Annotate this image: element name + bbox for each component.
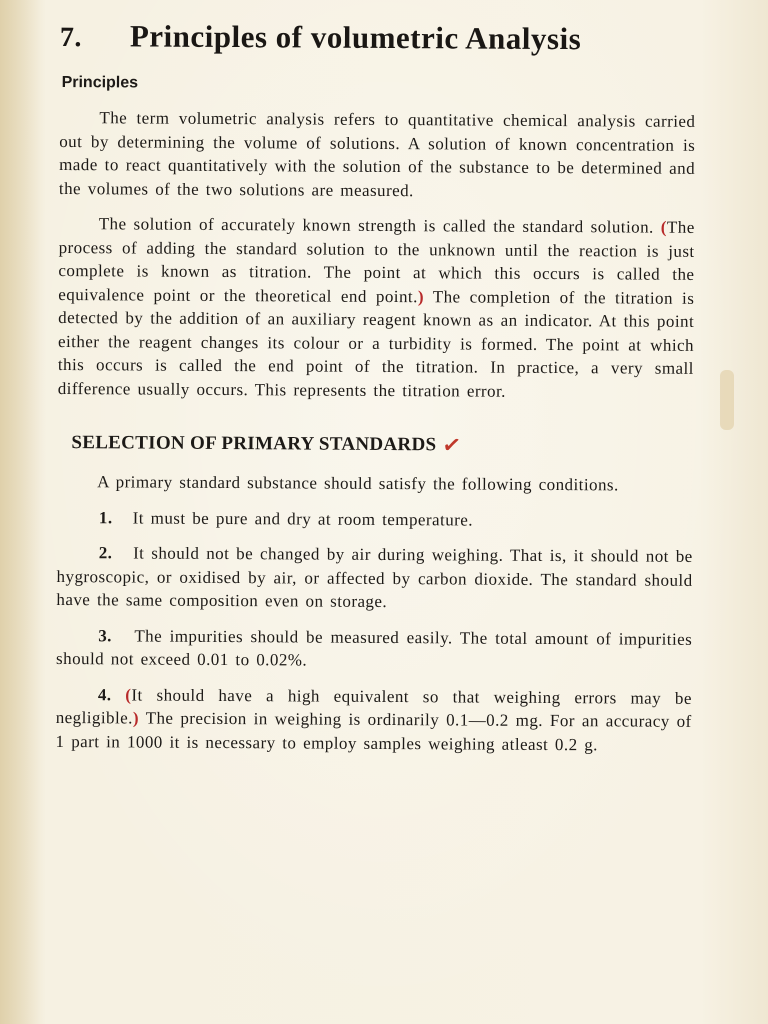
condition-item-1: [57, 505, 693, 532]
primary-standards-intro: A primary standard substance should satisfy the following conditions.: [97, 472, 619, 495]
chapter-number: 7.: [59, 21, 82, 54]
primary-standards-heading: [71, 430, 693, 460]
pen-open-bracket: (: [660, 217, 668, 237]
paragraph-2-bracketed: The process of adding the standard solution to the unknown until the reaction is just complete is known as titration. The point at which this occurs is called the equivalence point or the theoretical end point.: [58, 217, 695, 306]
condition-text: It must be pure and dry at room temperature.: [132, 507, 474, 530]
pen-close-bracket: ): [417, 286, 425, 306]
condition-number: 1.: [98, 507, 113, 527]
paragraph-2-lead: The solution of accurately known strength is called the standard solution.: [98, 214, 654, 237]
principles-paragraph-2: [58, 212, 695, 404]
pen-close-bracket: ): [132, 708, 140, 728]
pen-check-mark-icon: ✓: [440, 431, 463, 459]
condition-4-rest: The precision in weighing is ordinarily 0.1—0.2 mg. For an accuracy of 1 part in 1000 it is necessary to employ samples weighing atleast 0.2 g.: [55, 708, 692, 754]
paper-stain: [720, 370, 734, 430]
condition-number: 2.: [98, 543, 113, 563]
condition-number: 3.: [98, 625, 112, 645]
page-content: [55, 18, 696, 769]
chapter-title-text: Principles of volumetric Analysis: [129, 18, 582, 57]
condition-text: It should not be changed by air during weighing. That is, it should not be hygroscopic, or oxidised by air, or affected by carbon dioxide. The standard should have the same composition even on storage.: [56, 543, 693, 612]
pen-open-bracket: (: [125, 684, 132, 704]
condition-item-4: [56, 682, 692, 756]
condition-number: 4.: [97, 684, 112, 704]
page-edge-shadow: [0, 0, 46, 1024]
paragraph-2-rest: The completion of the titration is detected by the addition of an auxiliary reagent known as an indicator. At this point either the reagent changes its colour or a turbidity is formed. The point at which this occurs is called the end point of the titration. In practice, a very small difference usually occurs. This represents the titration error.: [57, 286, 695, 401]
primary-standards-heading-text: SELECTION OF PRIMARY STANDARDS: [71, 432, 437, 456]
condition-text: The impurities should be measured easily. The total amount of impurities should not exceed 0.01 to 0.02%.: [56, 625, 693, 670]
condition-item-3: [56, 623, 692, 674]
condition-item-2: [56, 541, 692, 615]
chapter-title: [60, 18, 696, 58]
condition-4-bracketed: It should have a high equivalent so that weighing errors may be negligible.: [55, 684, 692, 728]
principles-paragraph-1: The term volumetric analysis refers to quantitative chemical analysis carried out by determining the volume of solutions. A solution of known concentration is made to react quantitatively with the solution of the substance to be determined and the volumes of the two solutions are measured.: [58, 108, 696, 200]
principles-heading: Principles: [61, 74, 139, 92]
